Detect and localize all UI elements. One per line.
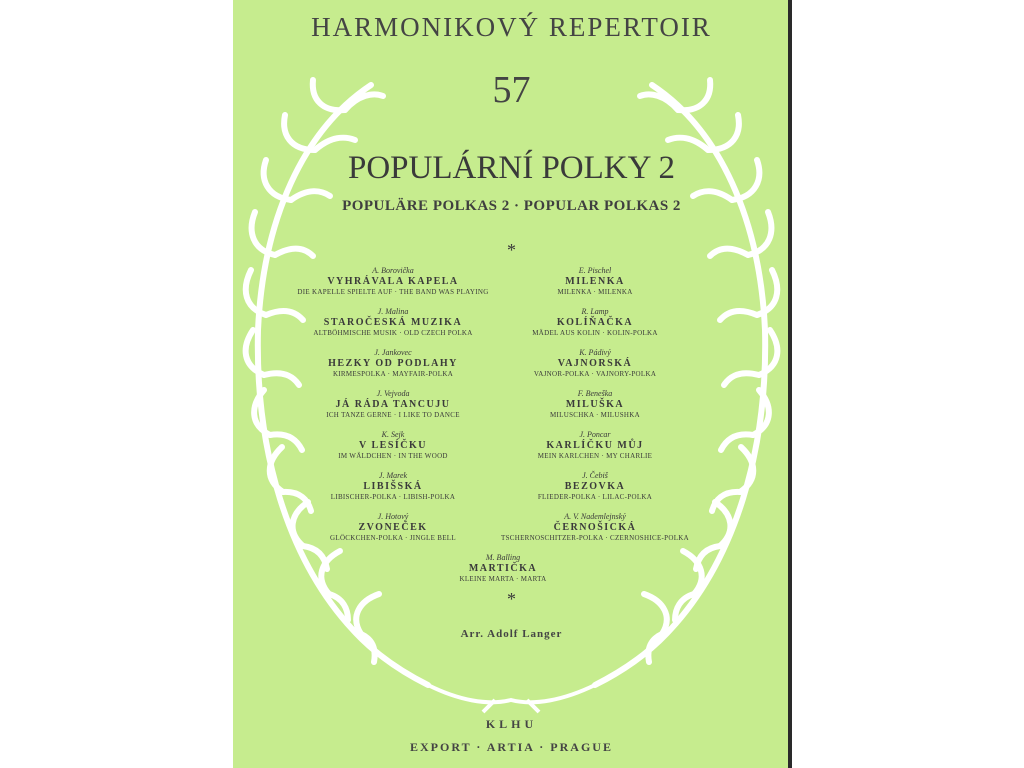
composer-name: J. Poncar <box>579 430 611 439</box>
list-item <box>445 512 745 543</box>
composer-name: J. Malina <box>377 307 409 316</box>
song-title: MILENKA <box>565 276 625 287</box>
song-title: KOLÍŇAČKA <box>556 317 634 328</box>
album-title: POPULÁRNÍ POLKY 2 <box>348 150 675 186</box>
song-title: VAJNORSKÁ <box>557 358 633 369</box>
song-translations: VAJNOR-POLKA · VAJNORY-POLKA <box>533 370 657 378</box>
composer-name: K. Pádivý <box>579 348 611 357</box>
list-item <box>445 389 745 420</box>
list-item <box>445 348 745 379</box>
song-title: ČERNOŠICKÁ <box>553 522 637 533</box>
cover-edge-shadow <box>788 0 792 768</box>
volume-number: 57 <box>492 69 531 111</box>
publisher-name: KLHU <box>485 717 538 731</box>
composer-name: R. Lamp <box>581 307 609 316</box>
list-item <box>445 430 745 461</box>
song-title: LIBIŠSKÁ <box>363 481 423 492</box>
album-cover <box>233 0 790 768</box>
composer-name: J. Hotový <box>377 512 409 521</box>
song-translations: TSCHERNOSCHITZER-POLKA · CZERNOSHICE-POLKA <box>501 534 689 542</box>
song-title: KARLÍČKU MŮJ <box>546 440 644 451</box>
distributor-line: EXPORT · ARTIA · PRAGUE <box>410 740 613 754</box>
composer-name: J. Marek <box>378 471 408 480</box>
series-name: HARMONIKOVÝ REPERTOIR <box>311 12 712 42</box>
star-divider-bottom: * <box>507 589 516 609</box>
composer-name: M. Balling <box>485 553 521 562</box>
song-title: STAROČESKÁ MUZIKA <box>323 317 463 328</box>
composer-name: E. Pischel <box>578 266 612 275</box>
song-title: V LESÍČKU <box>358 440 428 451</box>
composer-name: J. Čebiš <box>582 471 608 480</box>
composer-name: J. Jankovec <box>374 348 412 357</box>
song-title: HEZKY OD PODLAHY <box>328 358 458 369</box>
list-item <box>353 553 653 584</box>
song-translations: KIRMESPOLKA · MAYFAIR-POLKA <box>332 370 454 378</box>
list-item <box>445 471 745 502</box>
composer-name: J. Vejvoda <box>376 389 410 398</box>
song-translations: ICH TANZE GERNE · I LIKE TO DANCE <box>326 411 460 419</box>
song-title: ZVONEČEK <box>358 522 428 533</box>
composer-name: A. V. Nademlejnský <box>564 512 626 521</box>
song-translations: LIBISCHER-POLKA · LIBISH-POLKA <box>330 493 456 501</box>
song-translations: MÄDEL AUS KOLIN · KOLIN-POLKA <box>532 329 658 337</box>
laurel-wreath-icon <box>233 0 790 768</box>
song-translations: ALTBÖHMISCHE MUSIK · OLD CZECH POLKA <box>313 329 473 337</box>
song-translations: DIE KAPELLE SPIELTE AUF · THE BAND WAS PLAYING <box>297 288 489 296</box>
star-divider-top: * <box>507 240 516 260</box>
composer-name: F. Beneška <box>577 389 613 398</box>
song-title: JÁ RÁDA TANCUJU <box>335 399 451 410</box>
album-subtitle: POPULÄRE POLKAS 2 · POPULAR POLKAS 2 <box>342 198 681 214</box>
list-item <box>445 307 745 338</box>
song-title: BEZOVKA <box>564 481 626 492</box>
list-item <box>445 266 745 297</box>
composer-name: A. Borovička <box>372 266 414 275</box>
composer-name: K. Sejk <box>381 430 405 439</box>
song-translations: MEIN KARLCHEN · MY CHARLIE <box>537 452 653 460</box>
song-translations: GLÖCKCHEN-POLKA · JINGLE BELL <box>330 534 456 542</box>
song-translations: FLIEDER-POLKA · LILAC-POLKA <box>537 493 653 501</box>
song-title: MARTIČKA <box>468 563 538 574</box>
song-title: MILUŠKA <box>565 399 625 410</box>
song-title: VYHRÁVALA KAPELA <box>327 276 459 287</box>
song-translations: MILENKA · MILENKA <box>557 288 633 296</box>
song-translations: KLEINE MARTA · MARTA <box>459 575 547 583</box>
arranger-credit: Arr. Adolf Langer <box>460 628 563 640</box>
song-translations: IM WÄLDCHEN · IN THE WOOD <box>338 452 448 460</box>
song-translations: MILUSCHKA · MILUSHKA <box>549 411 640 419</box>
